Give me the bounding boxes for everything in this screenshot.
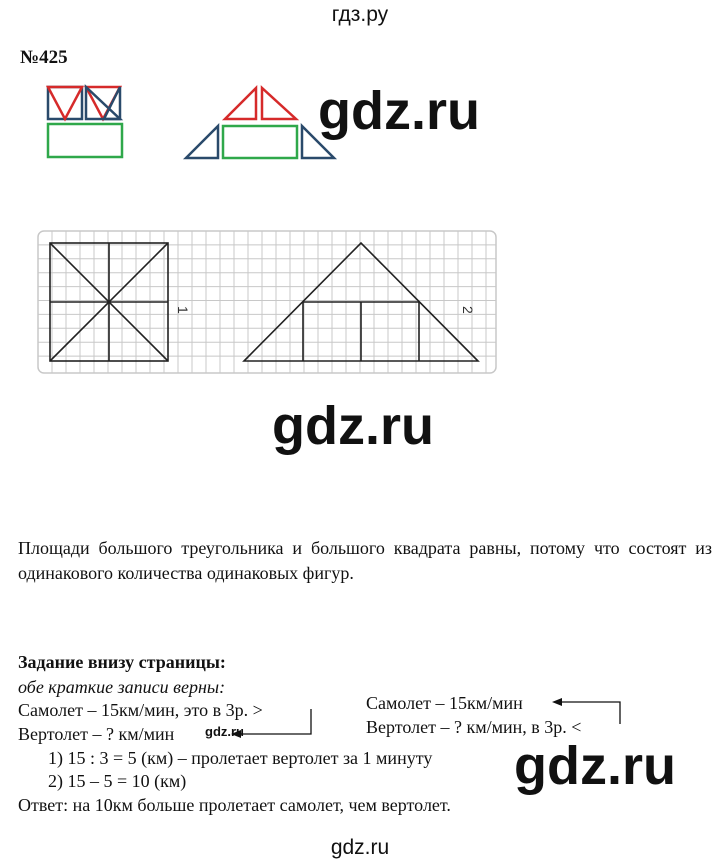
figure-2-label: 2	[460, 306, 476, 314]
watermark-small: gdz.ru	[205, 724, 244, 739]
task-note: обе краткие записи верны:	[18, 677, 226, 697]
watermark: gdz.ru	[318, 81, 480, 141]
watermark: gdz.ru	[272, 396, 434, 456]
footer-watermark: gdz.ru	[330, 836, 390, 859]
right-record-line-1: Самолет – 15км/мин	[366, 693, 523, 713]
left-record-line-1: Самолет – 15км/мин, это в 3р. >	[18, 700, 263, 720]
right-arrow-line	[560, 702, 620, 724]
task-heading: Задание внизу страницы:	[18, 652, 226, 672]
right-arrow-head	[552, 698, 562, 706]
left-record-line-2: Вертолет – ? км/мин	[18, 724, 175, 744]
left-arrow-line	[240, 709, 311, 734]
answer-text: Ответ: на 10км больше пролетает самолет, чем вертолет.	[18, 795, 451, 815]
solution-step-2: 2) 15 – 5 = 10 (км)	[48, 771, 187, 791]
right-record-line-2: Вертолет – ? км/мин, в 3р. <	[366, 717, 582, 737]
conclusion-text: Площади большого треугольника и большого квадрата равны, потому что состоят из одинакового количества одинаковых фигур.	[18, 538, 712, 583]
problem-number: №425	[20, 47, 68, 68]
solution-step-1: 1) 15 : 3 = 5 (км) – пролетает вертолет за 1 минуту	[48, 748, 433, 768]
site-header: гдз.ру	[331, 3, 389, 26]
watermark: gdz.ru	[514, 736, 676, 796]
figure-1-label: 1	[175, 306, 191, 314]
